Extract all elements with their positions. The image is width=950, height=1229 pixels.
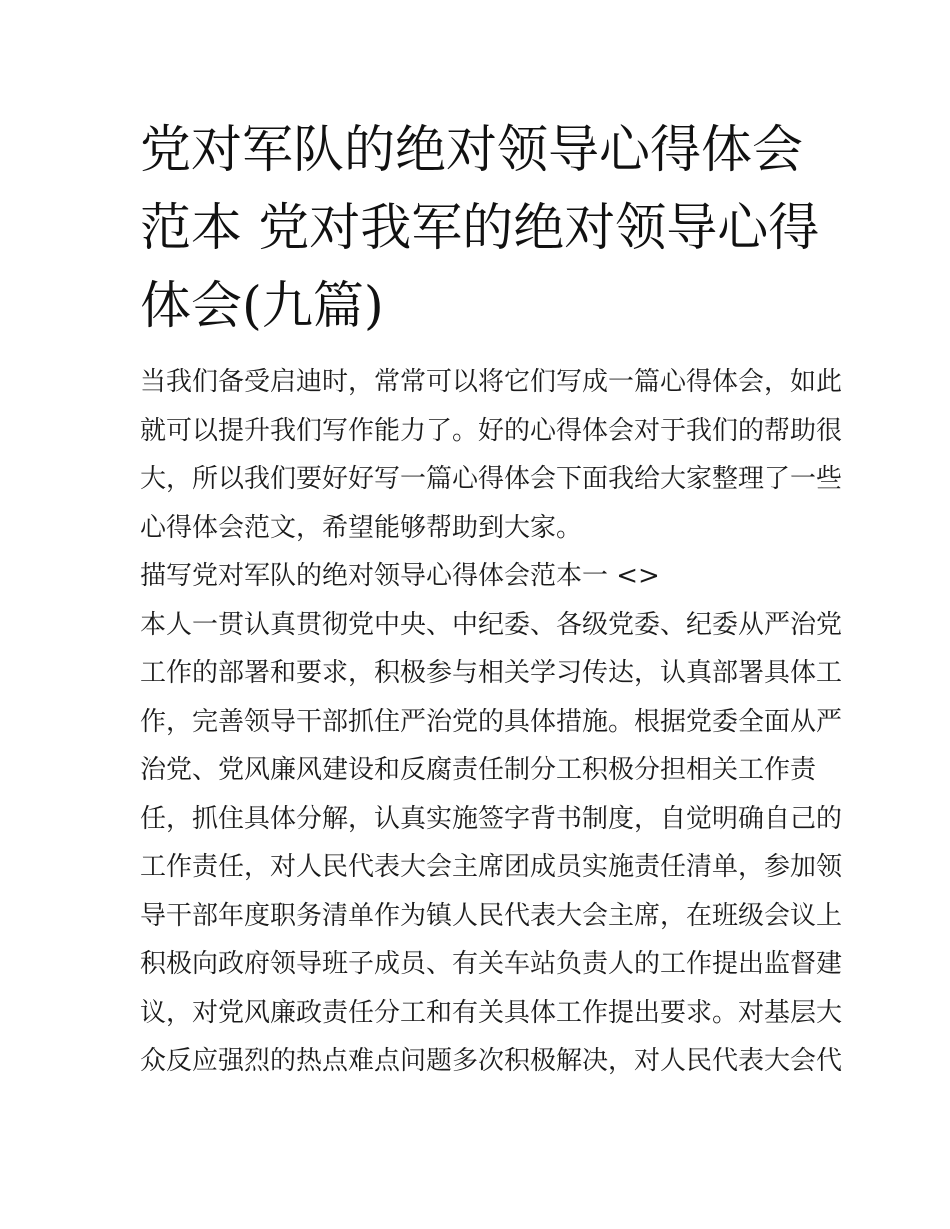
- title-line: 体会(九篇): [140, 277, 384, 336]
- text-line: 治党、党风廉风建设和反腐责任制分工积极分担相关工作责: [140, 755, 817, 785]
- text-line: 作，完善领导干部抓住严治党的具体措施。根据党委全面从严: [140, 706, 843, 737]
- text-line: 本人一贯认真贯彻党中央、中纪委、各级党委、纪委从严治党: [140, 609, 843, 640]
- text-line: 当我们备受启迪时，常常可以将它们写成一篇心得体会，如此: [140, 367, 843, 397]
- title-line: 范本 党对我军的绝对领导心得: [140, 199, 820, 258]
- document-body: [140, 358, 843, 1086]
- text-line: 众反应强烈的热点难点问题多次积极解决，对人民代表大会代: [140, 1046, 843, 1076]
- text-line: 心得体会范文，希望能够帮助到大家。: [140, 512, 583, 543]
- text-line: 议，对党风廉政责任分工和有关具体工作提出要求。对基层大: [140, 997, 843, 1028]
- text-line: 大，所以我们要好好写一篇心得体会下面我给大家整理了一些: [140, 464, 843, 494]
- text-line: 工作的部署和要求，积极参与相关学习传达，认真部署具体工: [140, 658, 843, 688]
- intro-paragraph: [140, 358, 843, 552]
- document-title: [140, 112, 820, 346]
- section-paragraph: [140, 601, 843, 1086]
- text-line: 就可以提升我们写作能力了。好的心得体会对于我们的帮助很: [140, 415, 843, 446]
- text-line: 任，抓住具体分解，认真实施签字背书制度，自觉明确自己的: [140, 803, 843, 834]
- text-line: 导干部年度职务清单作为镇人民代表大会主席，在班级会议上: [140, 900, 843, 931]
- text-line: 积极向政府领导班子成员、有关车站负责人的工作提出监督建: [140, 949, 843, 979]
- section-heading: 描写党对军队的绝对领导心得体会范本一 <>: [140, 561, 660, 591]
- text-line: 工作责任，对人民代表大会主席团成员实施责任清单，参加领: [140, 852, 843, 882]
- title-line: 党对军队的绝对领导心得体会: [140, 121, 804, 180]
